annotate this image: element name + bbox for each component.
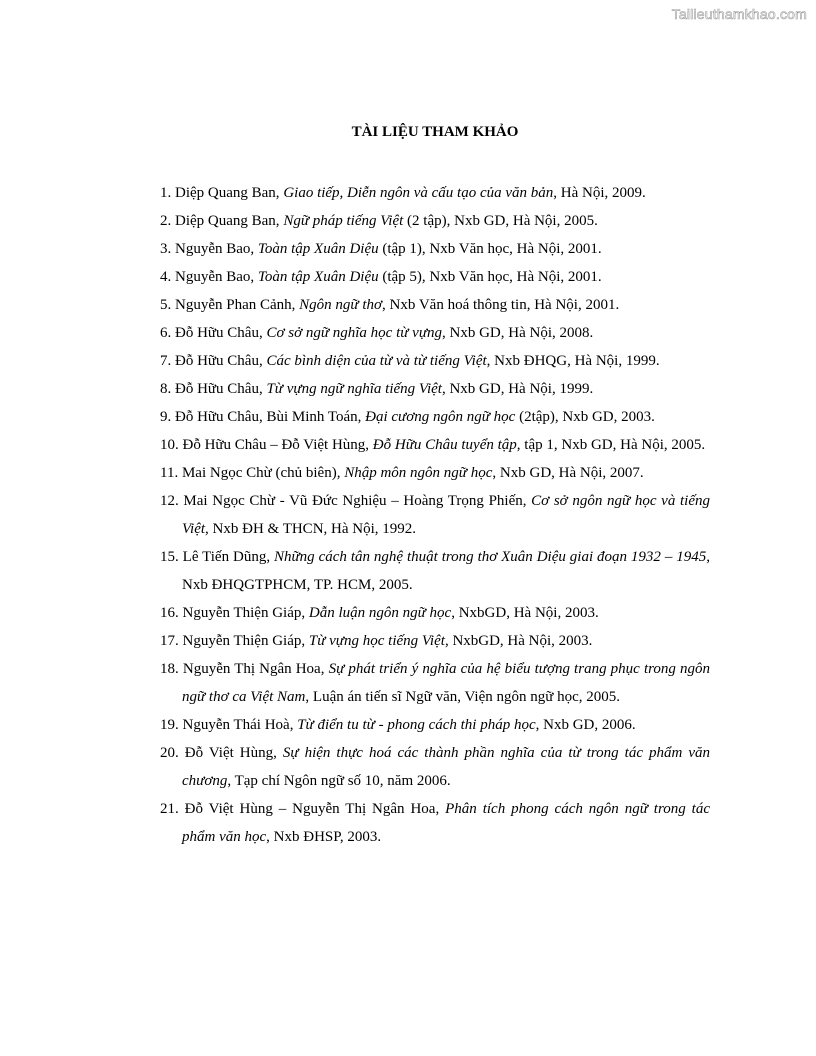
ref-author: Nguyễn Thiện Giáp, (182, 633, 309, 649)
ref-publication: (tập 5), Nxb Văn học, Hà Nội, 2001. (378, 269, 602, 285)
ref-number: 7. (160, 353, 172, 369)
ref-author: Nguyễn Bao, (175, 269, 258, 285)
ref-author: Đỗ Hữu Châu, (175, 325, 267, 341)
ref-publication: (2tập), Nxb GD, 2003. (515, 409, 655, 425)
ref-publication: , NxbGD, Hà Nội, 2003. (444, 633, 593, 649)
ref-publication: , Nxb ĐHSP, 2003. (266, 829, 382, 845)
ref-work-title: Ngôn ngữ thơ (299, 297, 383, 313)
page-title: TÀI LIỆU THAM KHẢO (351, 124, 519, 140)
ref-author: Mai Ngọc Chừ - Vũ Đức Nghiệu – Hoàng Trọng Phiến, (183, 493, 532, 509)
ref-author: Đỗ Việt Hùng, (184, 745, 283, 761)
reference-item (160, 291, 710, 319)
ref-work-title: Ngữ pháp tiếng Việt (283, 213, 404, 229)
ref-publication: , Nxb ĐHQG, Hà Nội, 1999. (486, 353, 660, 369)
ref-number: 17. (160, 633, 179, 649)
ref-number: 16. (160, 605, 179, 621)
ref-work-title: Phân tích phong cách ngôn ngữ trong tác phẩm văn học (182, 801, 710, 845)
ref-publication: , Hà Nội, 2009. (553, 185, 646, 201)
ref-author: Nguyễn Phan Cảnh, (175, 297, 300, 313)
reference-item (160, 375, 710, 403)
reference-item (160, 207, 710, 235)
ref-publication: (tập 1), Nxb Văn học, Hà Nội, 2001. (378, 241, 602, 257)
ref-work-title: Các bình diện của từ và từ tiếng Việt (266, 353, 487, 369)
ref-work-title: Toàn tập Xuân Diệu (257, 269, 379, 285)
ref-publication: , Nxb Văn hoá thông tin, Hà Nội, 2001. (382, 297, 620, 313)
ref-number: 5. (160, 297, 172, 313)
ref-publication: (2 tập), Nxb GD, Hà Nội, 2005. (403, 213, 598, 229)
reference-list (160, 179, 710, 851)
ref-work-title: Cơ sở ngôn ngữ học và tiếng Việt (182, 493, 711, 537)
ref-publication: , Nxb GD, 2006. (535, 717, 636, 733)
ref-number: 1. (160, 185, 172, 201)
reference-item (160, 179, 710, 207)
ref-author: Đỗ Hữu Châu – Đỗ Việt Hùng, (182, 437, 373, 453)
reference-item (160, 459, 710, 487)
ref-publication: , Nxb ĐHQGTPHCM, TP. HCM, 2005. (182, 549, 711, 593)
reference-item (160, 431, 710, 459)
ref-number: 8. (160, 381, 172, 397)
ref-work-title: Nhập môn ngôn ngữ học (344, 465, 493, 481)
ref-work-title: Sự phát triển ý nghĩa của hệ biểu tượng trang phục trong ngôn ngữ thơ ca Việt Nam (182, 661, 710, 705)
ref-work-title: Giao tiếp, Diễn ngôn và cấu tạo của văn bản (283, 185, 554, 201)
ref-author: Nguyễn Thái Hoà, (182, 717, 298, 733)
ref-work-title: Sự hiện thực hoá các thành phần nghĩa của từ trong tác phẩm văn chương (182, 745, 711, 789)
reference-item (160, 543, 710, 599)
ref-number: 11. (160, 465, 179, 481)
reference-item (160, 599, 710, 627)
ref-number: 20. (160, 745, 179, 761)
ref-author: Đỗ Việt Hùng – Nguyễn Thị Ngân Hoa, (184, 801, 446, 817)
reference-item (160, 319, 710, 347)
ref-number: 4. (160, 269, 172, 285)
ref-author: Nguyễn Bao, (175, 241, 258, 257)
ref-work-title: Toàn tập Xuân Diệu (257, 241, 379, 257)
ref-author: Diệp Quang Ban, (175, 185, 284, 201)
ref-author: Nguyễn Thiện Giáp, (182, 605, 309, 621)
reference-item (160, 403, 710, 431)
ref-publication: , Luận án tiến sĩ Ngữ văn, Viện ngôn ngữ học, 2005. (305, 689, 621, 705)
ref-work-title: Những cách tân nghệ thuật trong thơ Xuân Diệu giai đoạn 1932 – 1945 (274, 549, 707, 565)
ref-publication: , Nxb GD, Hà Nội, 2007. (492, 465, 644, 481)
reference-item (160, 347, 710, 375)
reference-item (160, 711, 710, 739)
reference-item (160, 739, 710, 795)
ref-work-title: Từ vựng học tiếng Việt (308, 633, 445, 649)
reference-item (160, 235, 710, 263)
ref-work-title: Từ vựng ngữ nghĩa tiếng Việt (266, 381, 442, 397)
ref-publication: , Nxb ĐH & THCN, Hà Nội, 1992. (205, 521, 417, 537)
ref-number: 6. (160, 325, 172, 341)
ref-number: 10. (160, 437, 179, 453)
ref-author: Diệp Quang Ban, (175, 213, 284, 229)
ref-work-title: Đỗ Hữu Châu tuyển tập (372, 437, 517, 453)
reference-item (160, 795, 710, 851)
ref-work-title: Đại cương ngôn ngữ học (365, 409, 516, 425)
ref-author: Đỗ Hữu Châu, Bùi Minh Toán, (175, 409, 366, 425)
watermark: Tailieuthamkhao.com (671, 6, 807, 22)
ref-work-title: Từ điển tu từ - phong cách thi pháp học (297, 717, 536, 733)
ref-author: Nguyễn Thị Ngân Hoa, (182, 661, 329, 677)
ref-number: 3. (160, 241, 172, 257)
ref-number: 21. (160, 801, 179, 817)
reference-item (160, 487, 710, 543)
ref-publication: , Tạp chí Ngôn ngữ số 10, năm 2006. (227, 773, 451, 789)
ref-author: Đỗ Hữu Châu, (175, 353, 267, 369)
ref-author: Mai Ngọc Chừ (chủ biên), (181, 465, 345, 481)
ref-publication: , Nxb GD, Hà Nội, 2008. (442, 325, 594, 341)
ref-number: 18. (160, 661, 179, 677)
reference-item (160, 627, 710, 655)
ref-number: 15. (160, 549, 179, 565)
ref-number: 9. (160, 409, 172, 425)
reference-item (160, 655, 710, 711)
ref-author: Lê Tiến Dũng, (182, 549, 274, 565)
ref-publication: , Nxb GD, Hà Nội, 1999. (441, 381, 594, 397)
ref-publication: , tập 1, Nxb GD, Hà Nội, 2005. (516, 437, 706, 453)
reference-item (160, 263, 710, 291)
ref-number: 19. (160, 717, 179, 733)
ref-publication: , NxbGD, Hà Nội, 2003. (451, 605, 599, 621)
ref-author: Đỗ Hữu Châu, (175, 381, 267, 397)
ref-number: 12. (160, 493, 179, 509)
ref-work-title: Cơ sở ngữ nghĩa học từ vựng (266, 325, 443, 341)
ref-number: 2. (160, 213, 172, 229)
ref-work-title: Dẫn luận ngôn ngữ học (308, 605, 452, 621)
